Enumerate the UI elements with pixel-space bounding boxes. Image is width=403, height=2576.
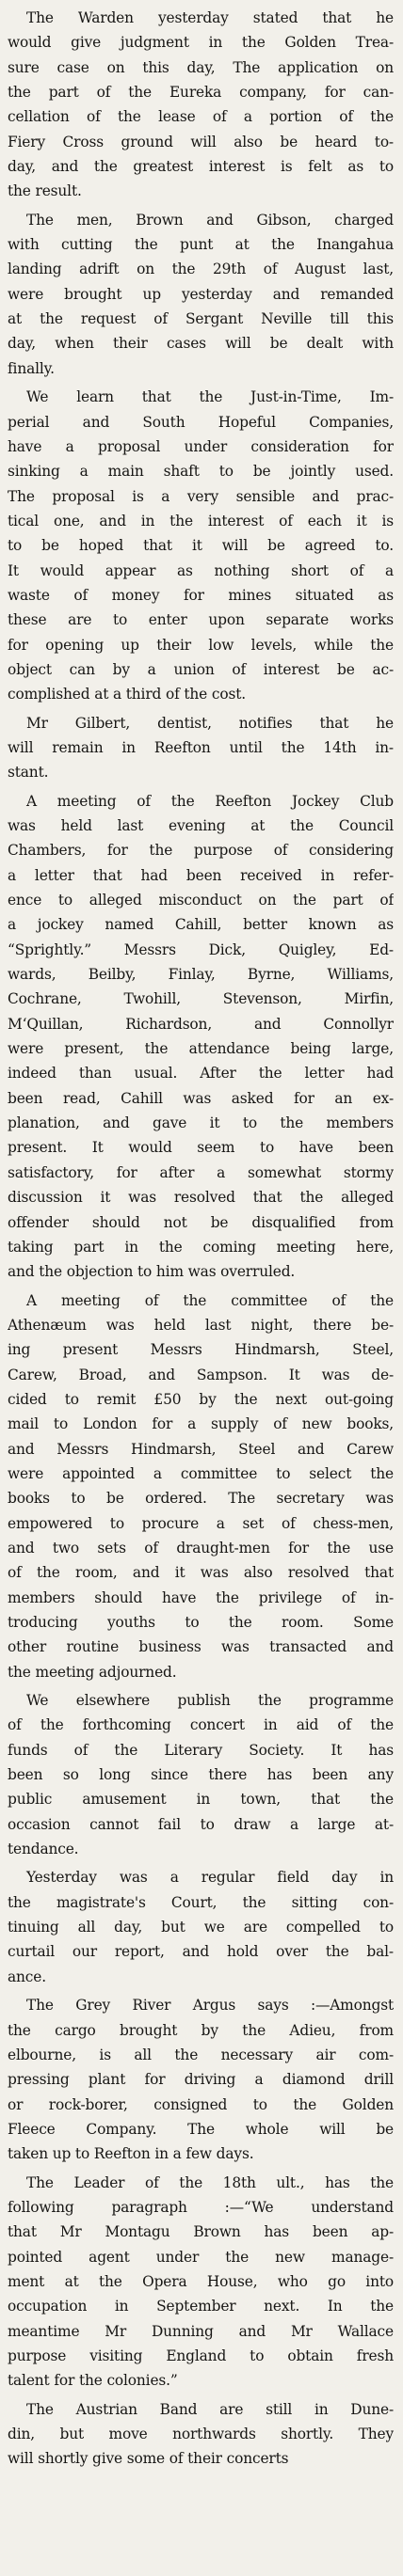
text-line: complished at a third of the cost. [8, 686, 246, 703]
text-line: of the room, and it was also resolved that [8, 1564, 394, 1582]
text-line: Yesterday was a regular field day in [26, 1869, 394, 1887]
text-line: object can by a union of interest be ac- [8, 660, 394, 678]
text-line: was held last evening at the Council [8, 817, 394, 834]
text-line: Cochrane, Twohill, Stevenson, Mirfin, [8, 990, 394, 1008]
text-line: perial and South Hopeful Companies, [8, 413, 394, 431]
text-line: taking part in the coming meeting here, [8, 1238, 394, 1256]
text-line: have a proposal under consideration for [8, 437, 394, 455]
text-line: and two sets of draught-men for the use [8, 1539, 394, 1557]
text-line: the result. [8, 182, 82, 200]
text-line: Carew, Broad, and Sampson. It was de- [8, 1366, 394, 1383]
text-line: ance. [8, 1968, 46, 1985]
text-line: ing present Messrs Hindmarsh, Steel, [8, 1341, 394, 1359]
text-line: occupation in September next. In the [8, 2298, 394, 2315]
text-line: ence to alleged misconduct on the part of [8, 892, 394, 909]
text-line: The proposal is a very sensible and prac- [8, 487, 394, 505]
text-line: The Warden yesterday stated that he [26, 9, 394, 26]
text-line: purpose visiting England to obtain fresh [8, 2347, 394, 2364]
text-line: A meeting of the Reefton Jockey Club [26, 792, 394, 810]
text-line: day, when their cases will be dealt with [8, 335, 394, 353]
text-line: discussion it was resolved that the alleged [8, 1189, 394, 1207]
text-line: the meeting adjourned. [8, 1663, 177, 1681]
text-line: meantime Mr Dunning and Mr Wallace [8, 2322, 394, 2340]
text-line: finally. [8, 359, 55, 377]
text-line: sure case on this day, The application on [8, 58, 394, 76]
text-line: curtail our report, and hold over the bal- [8, 1943, 394, 1961]
text-line: A meeting of the committee of the [26, 1291, 394, 1309]
text-line: and the objection to him was overruled. [8, 1263, 296, 1281]
text-line: members should have the privilege of in- [8, 1588, 394, 1606]
text-line: were appointed a committee to select the [8, 1464, 394, 1482]
text-line: cellation of the lease of a portion of the [8, 108, 394, 126]
text-line: books to be ordered. The secretary was [8, 1490, 394, 1508]
text-line: day, and the greatest interest is felt as to [8, 158, 394, 176]
text-line: for opening up their low levels, while the [8, 636, 394, 654]
text-line: Mr Gilbert, dentist, notifies that he [26, 714, 394, 732]
text-line: the magistrate's Court, the sitting con- [8, 1893, 394, 1911]
text-line: ment at the Opera House, who go into [8, 2272, 394, 2290]
text-line: to be hoped that it will be agreed to. [8, 537, 394, 555]
text-line: indeed than usual. After the letter had [8, 1065, 394, 1083]
text-line: Fiery Cross ground will also be heard to- [8, 133, 394, 150]
text-line: Chambers, for the purpose of considering [8, 842, 394, 860]
text-line: were present, the attendance being large, [8, 1040, 394, 1058]
text-line: pointed agent under the new manage- [8, 2248, 394, 2266]
text-line: will shortly give some of their concerts [8, 2450, 289, 2468]
text-line: M‘Quillan, Richardson, and Connollyr [8, 1015, 394, 1033]
text-line: We elsewhere publish the programme [26, 1692, 394, 1710]
text-line: the cargo brought by the Adieu, from [8, 2021, 394, 2039]
text-line: cided to remit £50 by the next out-going [8, 1390, 394, 1408]
text-line: the part of the Eureka company, for can- [8, 84, 394, 102]
text-line: planation, and gave it to the members [8, 1114, 394, 1132]
text-line: elbourne, is all the necessary air com- [8, 2046, 394, 2063]
text-line: mail to London for a supply of new books, [8, 1415, 394, 1433]
text-line: with cutting the punt at the Inangahua [8, 236, 394, 254]
text-line: The Austrian Band are still in Dune- [26, 2400, 394, 2418]
text-line: a jockey named Cahill, better known as [8, 916, 394, 934]
paragraph-leader [8, 2171, 394, 2394]
text-line: We learn that the Just-in-Time, Im- [26, 388, 394, 406]
text-line: Fleece Company. The whole will be [8, 2120, 394, 2138]
text-line: tendance. [8, 1841, 79, 1858]
text-line: been read, Cahill was asked for an ex- [8, 1089, 394, 1107]
text-line: The men, Brown and Gibson, charged [26, 211, 394, 229]
text-line: following paragraph :—“We understand [8, 2198, 394, 2216]
text-line: taken up to Reefton in a few days. [8, 2145, 254, 2163]
paragraph-brown-gibson [8, 208, 394, 381]
text-line: din, but move northwards shortly. They [8, 2426, 394, 2442]
paragraph-concert [8, 1688, 394, 1861]
text-line: other routine business was transacted and [8, 1638, 394, 1656]
text-line: that Mr Montagu Brown has been ap- [8, 2223, 394, 2241]
text-line: tical one, and in the interest of each it is [8, 512, 394, 529]
text-line: “Sprightly.” Messrs Dick, Quigley, Ed- [8, 940, 394, 958]
paragraph-grey-river [8, 1993, 394, 2166]
text-line: troducing youths to the room. Some [8, 1614, 394, 1631]
text-line: pressing plant for driving a diamond drill [8, 2071, 394, 2089]
text-line: wards, Beilby, Finlay, Byrne, Williams, [8, 966, 394, 984]
paragraph-field-day [8, 1865, 394, 1989]
text-line: funds of the Literary Society. It has [8, 1741, 394, 1759]
text-line: landing adrift on the 29th of August last, [8, 261, 394, 278]
paragraph-jockey-club [8, 789, 394, 1285]
text-line: It would appear as nothing short of a [8, 561, 394, 579]
paragraph-athenaeum [8, 1288, 394, 1685]
text-line: and Messrs Hindmarsh, Steel and Carew [8, 1440, 394, 1458]
text-line: The Grey River Argus says :—Amongst [26, 1997, 394, 2015]
text-line: talent for the colonies.” [8, 2372, 178, 2390]
text-line: satisfactory, for after a somewhat stormy [8, 1163, 394, 1181]
text-line: public amusement in town, that the [8, 1791, 394, 1809]
text-line: stant. [8, 764, 49, 782]
text-line: or rock-borer, consigned to the Golden [8, 2095, 394, 2113]
text-line: empowered to procure a set of chess-men, [8, 1514, 394, 1532]
text-line: tinuing all day, but we are compelled to [8, 1919, 394, 1936]
paragraph-warden [8, 6, 394, 204]
text-line: were brought up yesterday and remanded [8, 285, 394, 303]
text-line: will remain in Reefton until the 14th in- [8, 738, 394, 756]
text-line: would give judgment in the Golden Trea- [8, 34, 394, 52]
text-line: present. It would seem to have been [8, 1139, 394, 1157]
text-line: at the request of Sergant Neville till this [8, 310, 394, 328]
text-line: occasion cannot fail to draw a large at- [8, 1815, 394, 1833]
paragraph-gilbert [8, 711, 394, 785]
text-line: of the forthcoming concert in aid of the [8, 1716, 394, 1734]
text-line: waste of money for mines situated as [8, 586, 394, 604]
paragraph-just-in-time [8, 385, 394, 706]
text-line: The Leader of the 18th ult., has the [26, 2173, 394, 2191]
text-line: offender should not be disqualified from [8, 1213, 394, 1231]
text-line: sinking a main shaft to be jointly used. [8, 463, 394, 481]
text-line: a letter that had been received in refer- [8, 866, 394, 884]
paragraph-austrian-band [8, 2397, 394, 2472]
text-line: these are to enter upon separate works [8, 611, 394, 629]
text-line: been so long since there has been any [8, 1766, 394, 1784]
text-line: Athenæum was held last night, there be- [8, 1316, 394, 1334]
